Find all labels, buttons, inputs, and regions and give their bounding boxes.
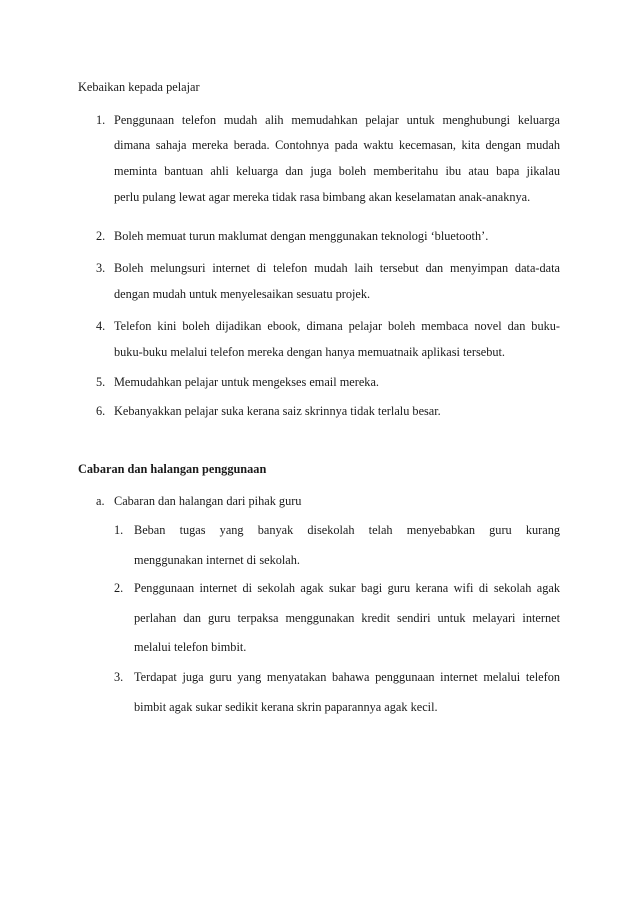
list-item-line: perlu pulang lewat agar mereka tidak rasa bimbang akan keselamatan anak-anaknya.	[114, 190, 531, 204]
list-item-line: Boleh memuat turun maklumat dengan menggunakan teknologi ‘bluetooth’.	[114, 229, 489, 243]
section-heading-cabaran: Cabaran dan halangan penggunaan	[78, 462, 267, 476]
list-number: 3.	[114, 670, 124, 684]
section-heading-kebaikan: Kebaikan kepada pelajar	[78, 80, 200, 94]
list-item-line: Memudahkan pelajar untuk mengekses email mereka.	[114, 375, 379, 389]
list-item-line: Penggunaan telefon mudah alih memudahkan pelajar untuk menghubungi keluarga	[114, 113, 560, 127]
list-item-line: meminta bantuan ahli keluarga dan juga boleh memberitahu ibu atau bapa jikalau	[114, 164, 560, 178]
list-item-line: Beban tugas yang banyak disekolah telah menyebabkan guru kurang	[134, 523, 560, 537]
list-number: 3.	[96, 261, 106, 275]
list-item-line: Kebanyakkan pelajar suka kerana saiz skrinnya tidak terlalu besar.	[114, 404, 441, 418]
list-item-line: Telefon kini boleh dijadikan ebook, dimana pelajar boleh membaca novel dan buku-	[114, 319, 560, 333]
list-number: 1.	[96, 113, 106, 127]
list-item-line: perlahan dan guru terpaksa menggunakan kredit sendiri untuk melayari internet	[134, 611, 560, 625]
list-number: 1.	[114, 523, 124, 537]
subsection-letter: a.	[96, 494, 105, 508]
list-item-line: menggunakan internet di sekolah.	[134, 553, 300, 567]
list-item-line: Penggunaan internet di sekolah agak sukar bagi guru kerana wifi di sekolah agak	[134, 581, 560, 595]
list-number: 2.	[114, 581, 124, 595]
list-number: 5.	[96, 375, 106, 389]
list-number: 2.	[96, 229, 106, 243]
list-item-line: buku-buku melalui telefon mereka dengan hanya memuatnaik aplikasi tersebut.	[114, 345, 505, 359]
list-item-line: dengan mudah untuk menyelesaikan sesuatu projek.	[114, 287, 371, 301]
subsection-title: Cabaran dan halangan dari pihak guru	[114, 494, 302, 508]
list-item-line: dimana sahaja mereka berada. Contohnya pada waktu kecemasan, kita dengan mudah	[114, 138, 560, 152]
list-item-line: bimbit agak sukar sedikit kerana skrin paparannya agak kecil.	[134, 700, 438, 714]
list-item-line: melalui telefon bimbit.	[134, 640, 247, 654]
list-item-line: Terdapat juga guru yang menyatakan bahawa penggunaan internet melalui telefon	[134, 670, 560, 684]
list-item-line: Boleh melungsuri internet di telefon mudah laih tersebut dan menyimpan data-data	[114, 261, 560, 275]
list-number: 4.	[96, 319, 106, 333]
list-number: 6.	[96, 404, 106, 418]
